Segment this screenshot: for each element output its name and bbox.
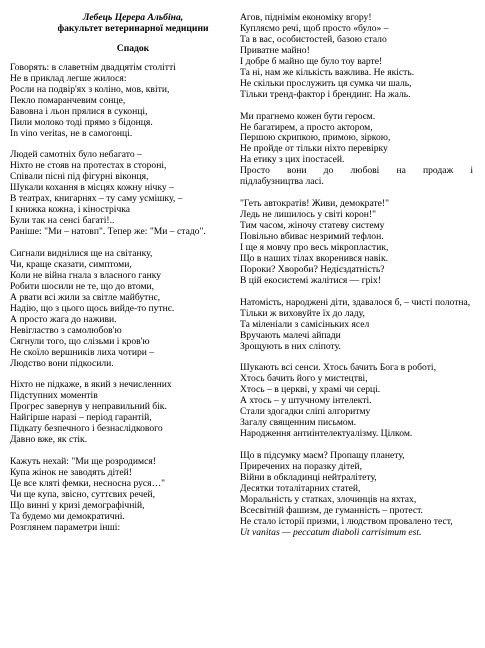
poem-line: Пороки? Хвороби? Недієздатність? xyxy=(240,263,385,275)
poem-line: Підступних моментів xyxy=(10,390,98,402)
poem-line: Повільно вбиває незримий тефлон. xyxy=(240,231,384,243)
poem-line: Співали пісні під фігурні віконця, xyxy=(10,171,149,183)
poem-line: Що в наших тілах вкоренився навік. xyxy=(240,252,389,264)
poem-line: Прогрес завернув у неправильний бік. xyxy=(10,401,167,413)
poem-line: підлабузництва ласі. xyxy=(240,176,324,188)
poem-line: Чи ще купа, звісно, суттєвих речей, xyxy=(10,488,156,500)
poem-line: Були так на сенсі багаті!.. xyxy=(10,215,115,227)
poem-line: А рвати всі жили за світле майбутнє, xyxy=(10,291,160,303)
poem-line: Людство вони підкосили. xyxy=(10,357,114,369)
poem-line: Тільки ж виховуйте їх до ладу, xyxy=(240,307,365,319)
poem-line: "Геть автократів! Живи, демократе!" xyxy=(240,198,390,210)
poem-line: Зрощують в них сліпоту. xyxy=(240,340,341,352)
stanza-right-5 xyxy=(240,363,473,440)
poem-line: Просто вони до любові на продаж і xyxy=(240,165,473,177)
poem-line: Сигнали виднілися ще на світанку, xyxy=(10,248,153,260)
poem-line: Шукають всі сенси. Хтось бачить Бога в роботі, xyxy=(240,362,436,374)
poem-line: Невігластво з самолюбов'ю xyxy=(10,324,122,336)
stanza-left-5 xyxy=(10,457,228,534)
poem-line: Сягнули того, що слізьми і кров'ю xyxy=(10,335,150,347)
poem-line: В цій екосистемі жалітися — гріх! xyxy=(240,274,382,286)
stanza-right-1 xyxy=(240,13,473,101)
poem-line: Що в підсумку маєм? Пропащу планету, xyxy=(240,450,405,462)
poem-line: Ніхто не підкаже, в який з нечисленних xyxy=(10,379,172,391)
poem-line: Кажуть нехай: "Ми ще розродимся! xyxy=(10,456,156,468)
poem-line: Говорять: в славетнім двадцятім столітті xyxy=(10,61,176,73)
stanza-left-3 xyxy=(10,249,228,369)
poem-line: Підкату безпечного і безнаслідкового xyxy=(10,423,163,435)
poem-line: І ще я мовчу про весь мікропластик, xyxy=(240,241,389,253)
stanza-right-4 xyxy=(240,298,473,353)
poem-line: Не в приклад легше жилося: xyxy=(10,72,127,84)
left-column xyxy=(10,13,228,545)
poem-line: Десятки тоталітарних статей, xyxy=(240,482,361,494)
poem-line: І книжка кожна, і кінострічка xyxy=(10,204,131,216)
poem-line: Не стало історії призми, і людством провалено тест, xyxy=(240,515,453,527)
poem-line: Тим часом, жіночу статеву систему xyxy=(240,220,385,232)
poem-line: Купляємо речі, щоб просто «було» – xyxy=(240,22,389,34)
poem-header xyxy=(38,13,228,35)
right-column xyxy=(240,13,473,539)
poem-line: Розглянем параметри інші: xyxy=(10,521,121,533)
poem-line: А просто жага до наживи. xyxy=(10,313,117,325)
poem-line: Загалу священним письмом. xyxy=(240,417,356,429)
stanza-left-4 xyxy=(10,380,228,446)
poem-line: Надію, що з цього щось вийде-то путнє. xyxy=(10,302,175,314)
poem-line: Не багатирем, а просто актором, xyxy=(240,121,373,133)
poem-line: Бавовна і льон прялися в суконці, xyxy=(10,105,148,117)
stanza-left-2 xyxy=(10,150,228,238)
poem-line: Це все кляті фемки, несносна руся…" xyxy=(10,478,166,490)
poem-line: В театрах, книгарнях – ту саму усмішку, – xyxy=(10,193,183,205)
poem-line: Ніхто не стояв на протестах в стороні, xyxy=(10,160,167,172)
closing-line: Ut vanitas — peccatum diaboli carrisimum est. xyxy=(240,526,422,538)
poem-line: Що винні у кризі демографічній, xyxy=(10,499,145,511)
poem-line: Стали здогадки сліпі алгоритму xyxy=(240,406,371,418)
poem-line: Приречених на поразку дітей, xyxy=(240,461,363,472)
poem-line: Росли на подвір'ях з коліно, мов, квіти, xyxy=(10,83,170,95)
stanza-right-2 xyxy=(240,112,473,189)
author-faculty: факультет ветеринарної медицини xyxy=(57,22,209,34)
poem-line: Ми прагнемо кожен бути героєм. xyxy=(240,110,376,122)
poem-line: Народження антиінтелектуалізму. Цілком. xyxy=(240,428,413,440)
poem-line: Чи, краще сказати, симптоми, xyxy=(10,258,132,270)
poem-line: Найгірше наразі – період гарантій, xyxy=(10,412,152,424)
poem-line: І добре б майно ще було тоу варте! xyxy=(240,55,383,67)
poem-line: Не пройде от тільки ніхто перевірку xyxy=(240,143,388,155)
poem-line: Робити шосили не те, що до втоми, xyxy=(10,280,155,292)
poem-line: Приватне майно! xyxy=(240,44,310,56)
poem-line: Натомість, народжені діти, здавалося б, – чисті полотна, xyxy=(240,296,471,308)
poem-line: Та міленіали з самісіньких ясел xyxy=(240,318,370,330)
poem-line: Та ні, нам же кількість важлива. Не якість. xyxy=(240,66,415,78)
poem-line: Пекло помаранчевим сонце, xyxy=(10,94,126,106)
poem-line: Купа жінок не заводять дітей! xyxy=(10,467,132,479)
poem-line: Тільки тренд-фактор і брендинг. На жаль. xyxy=(240,88,411,100)
poem-line: Ледь не лишилось у світі корон!" xyxy=(240,209,377,221)
poem-line: Війни в обкладинці нейтралітету, xyxy=(240,471,377,483)
poem-line: Раніше: "Ми – натовп". Тепер же: "Ми – стадо". xyxy=(10,226,206,238)
poem-line: Та в вас, особистостей, базою стало xyxy=(240,33,387,45)
poem-line: Пили молоко тоді прямо з бідонця. xyxy=(10,116,153,128)
stanza-right-6 xyxy=(240,451,473,539)
poem-line: Людей самотніх було небагато – xyxy=(10,149,142,161)
poem-line: Хтось бачить його у мистецтві, xyxy=(240,373,368,385)
author-name: Лебець Церера Альбіна, xyxy=(82,12,184,23)
poem-line: Шукали кохання в місцях кожну нічку – xyxy=(10,182,174,194)
poem-line: На етику з цих іпостасей. xyxy=(240,154,345,166)
poem-line: Не скільки прослужить ця сумка чи шаль, xyxy=(240,77,412,89)
poem-line: Давно вже, як стік. xyxy=(10,434,88,446)
poem-line: Та будемо ми демократичні. xyxy=(10,510,125,522)
poem-line: Хтось – в церкві, у храмі чи серці. xyxy=(240,384,381,396)
poem-line: А хтось – у штучному інтелекті. xyxy=(240,395,372,407)
poem-line: Вручають малечі айпади xyxy=(240,329,341,341)
poem-line: Не скоїло вершників лиха чотири – xyxy=(10,346,155,358)
stanza-left-1 xyxy=(10,63,228,140)
stanza-right-3 xyxy=(240,199,473,287)
poem-line: In vino veritas, не в самогонці. xyxy=(10,127,133,139)
poem-line: Коли не війна гнала з власного ганку xyxy=(10,269,162,281)
poem-line: Першою скрипкою, примою, зіркою, xyxy=(240,132,391,144)
poem-line: Моральність у статках, злочинців на яхтах, xyxy=(240,493,417,505)
poem-line: Агов, піднімім економіку вгору! xyxy=(240,12,372,23)
poem-line: Всесвітній фашизм, де гуманність – протест. xyxy=(240,504,423,516)
poem-title: Спадок xyxy=(116,42,150,54)
